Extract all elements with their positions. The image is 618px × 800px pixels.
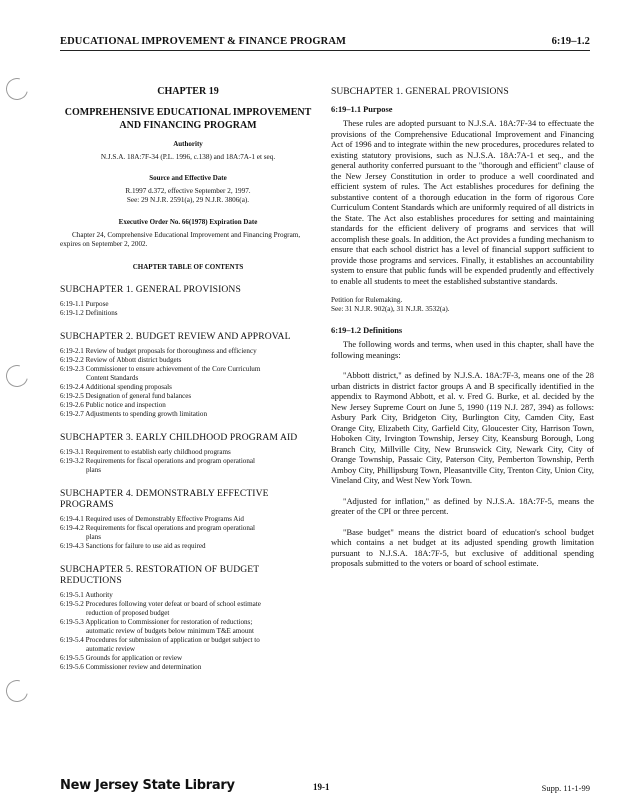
toc-entry <box>60 309 316 318</box>
toc-entry-text: 6:19-2.1 Review of budget proposals for thoroughness and efficiency <box>60 347 257 356</box>
toc-entry <box>60 356 316 365</box>
supplement-date: Supp. 11-1-99 <box>541 783 590 793</box>
chapter-title: COMPREHENSIVE EDUCATIONAL IMPROVEMENT AND FINANCING PROGRAM <box>64 107 312 131</box>
section-heading-purpose: 6:19–1.1 Purpose <box>331 105 393 114</box>
definition-base-budget: "Base budget" means the district board of education's school budget which contains a net budget at its adjusted spending growth limitation pursuant to N.J.S.A. 18A:7F-5, but exclusive of additional spending proposals submitted to the voters or board of school estimate. <box>331 526 594 569</box>
punch-hole-mark <box>2 74 32 104</box>
toc-entry <box>60 636 316 654</box>
toc-entry-text: 6:19-2.6 Public notice and inspection <box>60 401 166 410</box>
purpose-paragraph: These rules are adopted pursuant to N.J.S.A. 18A:7F-34 to effectuate the provisions of the Comprehensive Educational Improvement and Financing Act of 1996 and to integrate within the new procedures, procedures related to existing statutory provisions, such as N.J.S.A. 18A:7A-1 et seq., and the general authority conferred pursuant to the "thorough and efficient" clause of the New Jersey Constitution in order to produce a well coordinated and efficient system of rules. The Act establishes procedures for defining the substantive content of a thorough education in the form of rigorous Core Curriculum Content Standards which are uniformly required of all districts in the State. The Act also establishes procedures for setting and maintaining standards for the efficient delivery of programs and services that will accomplish these goals. In addition, the Act provides a funding mechanism to ensure that each school district has a level of financial support sufficient to provide those programs and services. Finally, it establishes an accountability system to ensure that public funds will be expended prudently and effectively to enable all students to meet the established substantive standards. <box>331 118 594 286</box>
toc-list <box>60 448 316 475</box>
toc-entry <box>60 663 316 672</box>
toc-entry-text: 6:19-4.3 Sanctions for failure to use aid as required <box>60 542 206 551</box>
toc-subchapter-heading: SUBCHAPTER 5. RESTORATION OF BUDGET REDUCTIONS <box>60 564 260 587</box>
header-title: EDUCATIONAL IMPROVEMENT & FINANCE PROGRAM <box>60 36 347 47</box>
toc-subchapter-heading: SUBCHAPTER 2. BUDGET REVIEW AND APPROVAL <box>60 331 291 343</box>
expiration-heading: Executive Order No. 66(1978) Expiration Date <box>118 217 258 226</box>
toc-entry-continuation: plans <box>86 533 101 542</box>
toc-entry <box>60 654 316 663</box>
petition-line: Petition for Rulemaking. <box>331 296 403 304</box>
source-line: R.1997 d.372, effective September 2, 1997. <box>125 187 251 196</box>
toc-entry-continuation: automatic review <box>86 645 136 654</box>
toc-entry <box>60 457 316 475</box>
toc-entry <box>60 591 316 600</box>
source-line: See: 29 N.J.R. 2591(a), 29 N.J.R. 3806(a). <box>126 196 250 205</box>
toc-entry-text: 6:19-5.5 Grounds for application or review <box>60 654 183 663</box>
toc-entry <box>60 410 316 419</box>
petition-line: See: 31 N.J.R. 902(a), 31 N.J.R. 3532(a). <box>331 305 450 314</box>
toc-subchapter-heading: SUBCHAPTER 3. EARLY CHILDHOOD PROGRAM AID <box>60 432 298 444</box>
toc-entry <box>60 542 316 551</box>
authority-heading: Authority <box>173 140 203 148</box>
toc-entry-text: 6:19-2.3 Commissioner to ensure achievement of the Core Curriculum <box>60 365 261 374</box>
toc-list <box>60 347 316 419</box>
toc-entry <box>60 383 316 392</box>
page-footer <box>60 778 590 793</box>
header-section-number: 6:19–1.2 <box>551 36 590 47</box>
toc-entry-text: 6:19-3.1 Requirement to establish early childhood programs <box>60 448 231 457</box>
punch-hole-mark <box>2 676 32 706</box>
toc-entry-text: 6:19-3.2 Requirements for fiscal operations and program operational <box>60 457 256 466</box>
toc-entry-text: 6:19-5.2 Procedures following voter defeat or board of school estimate <box>60 600 261 609</box>
toc-entry <box>60 347 316 356</box>
toc-entry-text: 6:19-2.4 Additional spending proposals <box>60 383 172 392</box>
definition-adjusted-for-inflation: "Adjusted for inflation," as defined by N.J.S.A. 18A:7F-5, means the greater of the CPI or three percent. <box>331 495 594 517</box>
left-column <box>60 86 316 672</box>
authority-text: N.J.S.A. 18A:7F-34 (P.L. 1996, c.138) and 18A:7A-1 et seq. <box>100 153 276 161</box>
expiration-text: Chapter 24, Comprehensive Educational Improvement and Financing Program, expires on September 2, 2002. <box>60 230 301 248</box>
toc-list <box>60 515 316 551</box>
toc-entry-text: 6:19-2.2 Review of Abbott district budgets <box>60 356 182 365</box>
toc-list <box>60 591 316 672</box>
toc-entry <box>60 600 316 618</box>
toc-entry <box>60 448 316 457</box>
running-header <box>60 36 590 51</box>
definitions-intro: The following words and terms, when used in this chapter, shall have the following meanings: <box>331 339 594 360</box>
toc-heading: CHAPTER TABLE OF CONTENTS <box>132 263 244 272</box>
subchapter-heading: SUBCHAPTER 1. GENERAL PROVISIONS <box>331 86 509 97</box>
toc-entry-text: 6:19-5.6 Commissioner review and determination <box>60 663 202 672</box>
toc-subchapter-heading: SUBCHAPTER 1. GENERAL PROVISIONS <box>60 284 241 296</box>
chapter-number: CHAPTER 19 <box>157 86 219 97</box>
toc-entry <box>60 300 316 309</box>
toc-subchapter-heading: SUBCHAPTER 4. DEMONSTRABLY EFFECTIVE PROGRAMS <box>60 488 269 511</box>
toc-entry-text: 6:19-1.2 Definitions <box>60 309 118 318</box>
toc-entry-text: 6:19-2.5 Designation of general fund balances <box>60 392 192 401</box>
toc-entry-text: 6:19-5.1 Authority <box>60 591 113 600</box>
toc-entry <box>60 515 316 524</box>
source-heading: Source and Effective Date <box>149 174 227 183</box>
toc-entry-continuation: reduction of proposed budget <box>86 609 170 618</box>
toc-entry-text: 6:19-4.2 Requirements for fiscal operations and program operational <box>60 524 256 533</box>
toc-entry-text: 6:19-1.1 Purpose <box>60 300 109 309</box>
page-number: 19-1 <box>313 782 330 792</box>
petition-note <box>331 296 594 314</box>
toc-entry <box>60 365 316 383</box>
toc-entry <box>60 401 316 410</box>
toc-entry-continuation: Content Standards <box>86 374 139 383</box>
toc-entry-text: 6:19-5.3 Application to Commissioner for restoration of reductions; <box>60 618 253 627</box>
toc-entry-continuation: automatic review of budgets below minimum T&E amount <box>86 627 254 636</box>
toc-entry <box>60 392 316 401</box>
toc-list <box>60 300 316 318</box>
toc-entry <box>60 618 316 636</box>
right-column <box>331 86 594 579</box>
library-stamp: New Jersey State Library <box>60 778 235 793</box>
toc-entry-text: 6:19-5.4 Procedures for submission of application or budget subject to <box>60 636 260 645</box>
toc-entry-text: 6:19-2.7 Adjustments to spending growth limitation <box>60 410 207 419</box>
toc-entry-continuation: plans <box>86 466 101 475</box>
toc-entry-text: 6:19-4.1 Required uses of Demonstrably Effective Programs Aid <box>60 515 244 524</box>
punch-hole-mark <box>2 361 32 391</box>
toc-entry <box>60 524 316 542</box>
definition-abbott-district: "Abbott district," as defined by N.J.S.A. 18A:7F-3, means one of the 28 urban districts in district factor groups A and B specifically identified in the appendix to Raymond Abbott, et al. v. Fred G. Burke, et al. decided by the New Jersey Supreme Court on June 5, 1990 (119 N.J. 287, 394) as follows: Asbury Park City, Bridgeton City, Burlington City, Camden City, East Orange City, Elizabeth City, Garfield City, Gloucester City, Harrison Town, Hoboken City, Irvington Township, Jersey City, Keansburg Borough, Long Branch City, Millville City, New Brunswick City, Newark City, City of Orange Township, Passaic City, Paterson City, Pemberton Township, Perth Amboy City, Phillipsburg Town, Pleasantville City, Trenton City, Union City, Vineland City, and West New York Town. <box>331 370 594 486</box>
section-heading-definitions: 6:19–1.2 Definitions <box>331 326 403 336</box>
table-of-contents <box>60 284 316 672</box>
